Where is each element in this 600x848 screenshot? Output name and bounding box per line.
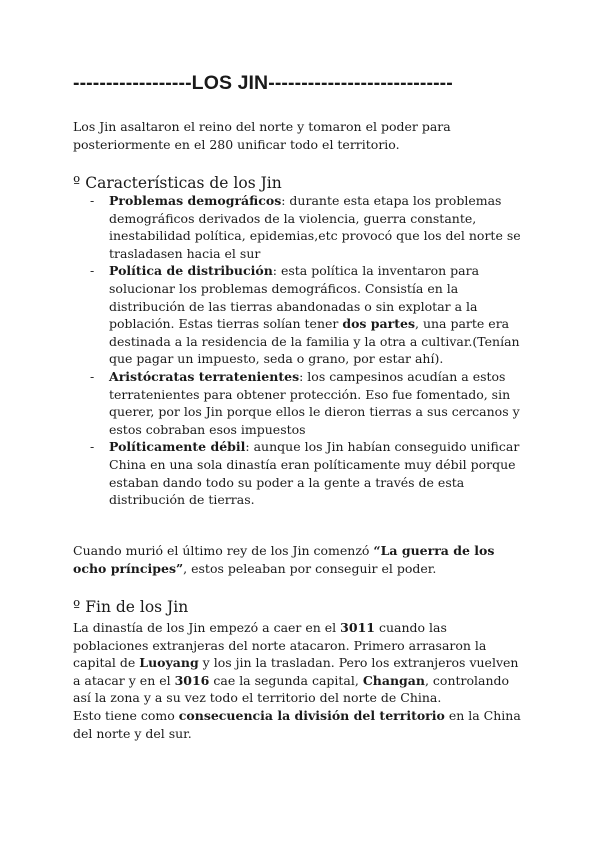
item-text: : esta política la inventaron para solucionar los problemas demográficos. Consistía en la distribución de las tierras abandonadas o sin explotar a la población. Estas tierras solían tener (109, 263, 480, 332)
section-heading-text: Características de los Jin (85, 174, 282, 192)
fin-consequence-bold: consecuencia la división del territorio (178, 707, 445, 723)
list-item (90, 438, 530, 508)
fin-year-bold: 3011 (340, 620, 375, 635)
fin-text: cae la segunda capital, (209, 672, 363, 688)
fin-text: cuando las poblaciones extranjeras del norte atacaron. Primero arrasaron la capital de (73, 620, 487, 671)
item-text: , una parte era destinada a la residencia de la familia y la otra a cultivar.(Tenían que pagar un impuesto, seda o grano, por estar ahí). (109, 316, 520, 367)
fin-year-bold: 3016 (174, 672, 210, 688)
list-dash: - (90, 193, 95, 208)
list-dash: - (90, 368, 95, 384)
item-text: : aunque los Jin habían conseguido unificar China en una sola dinastía eran políticamente muy débil porque estaban dando todo su poder a la gente a través de esta distribución de tierras. (109, 439, 520, 508)
section-heading-fin (73, 598, 188, 616)
page-title: ------------------LOS JIN---------------------------- (73, 72, 453, 94)
war-paragraph (73, 542, 525, 577)
section-heading-text: Fin de los Jin (85, 598, 189, 616)
fin-city-bold: Changan (362, 672, 425, 688)
section-bullet: º (73, 598, 81, 616)
list-item (90, 368, 530, 438)
intro-paragraph: Los Jin asaltaron el reino del norte y tomaron el poder para posteriormente en el 280 unificar todo el territorio. (73, 119, 451, 152)
list-dash: - (90, 263, 95, 279)
fin-text: La dinastía de los Jin empezó a caer en el (73, 620, 341, 635)
fin-text: en la China del norte y del sur. (73, 707, 521, 741)
war-text: , estos peleaban por conseguir el poder. (183, 560, 437, 576)
item-text: : durante esta etapa los problemas demográficos derivados de la violencia, guerra constante, inestabilidad política, epidemias,etc provocó que los del norte se trasladasen hacia el sur (109, 193, 521, 261)
list-item (90, 192, 530, 262)
item-bold: dos partes (342, 316, 415, 332)
war-text: Cuando murió el último rey de los Jin comenzó (73, 543, 374, 558)
fin-paragraph (73, 619, 525, 742)
fin-text: y los jin la trasladan. Pero los extranjeros vuelven a atacar y en el (73, 655, 519, 688)
fin-city-bold: Luoyang (139, 655, 199, 671)
item-term: Aristócratas terratenientes (109, 368, 300, 384)
fin-text: Esto tiene como (73, 707, 179, 723)
item-term: Política de distribución (109, 263, 273, 279)
item-term: Políticamente débil (109, 439, 246, 455)
item-term: Problemas demográficos (109, 193, 282, 208)
section-heading-caracteristicas (73, 174, 282, 192)
fin-text: , controlando así la zona y a su vez todo el territorio del norte de China. (73, 672, 510, 706)
item-text: : los campesinos acudían a estos terratenientes para obtener protección. Eso fue fomentado, sin querer, por los Jin porque ellos le dieron tierras a sus cercanos y estos cobraban esos impuestos (109, 368, 520, 437)
section-bullet: º (73, 174, 81, 192)
list-dash: - (90, 439, 95, 455)
war-name: “La guerra de los ocho príncipes” (73, 543, 495, 576)
list-item (90, 262, 530, 368)
characteristics-list (90, 192, 530, 509)
